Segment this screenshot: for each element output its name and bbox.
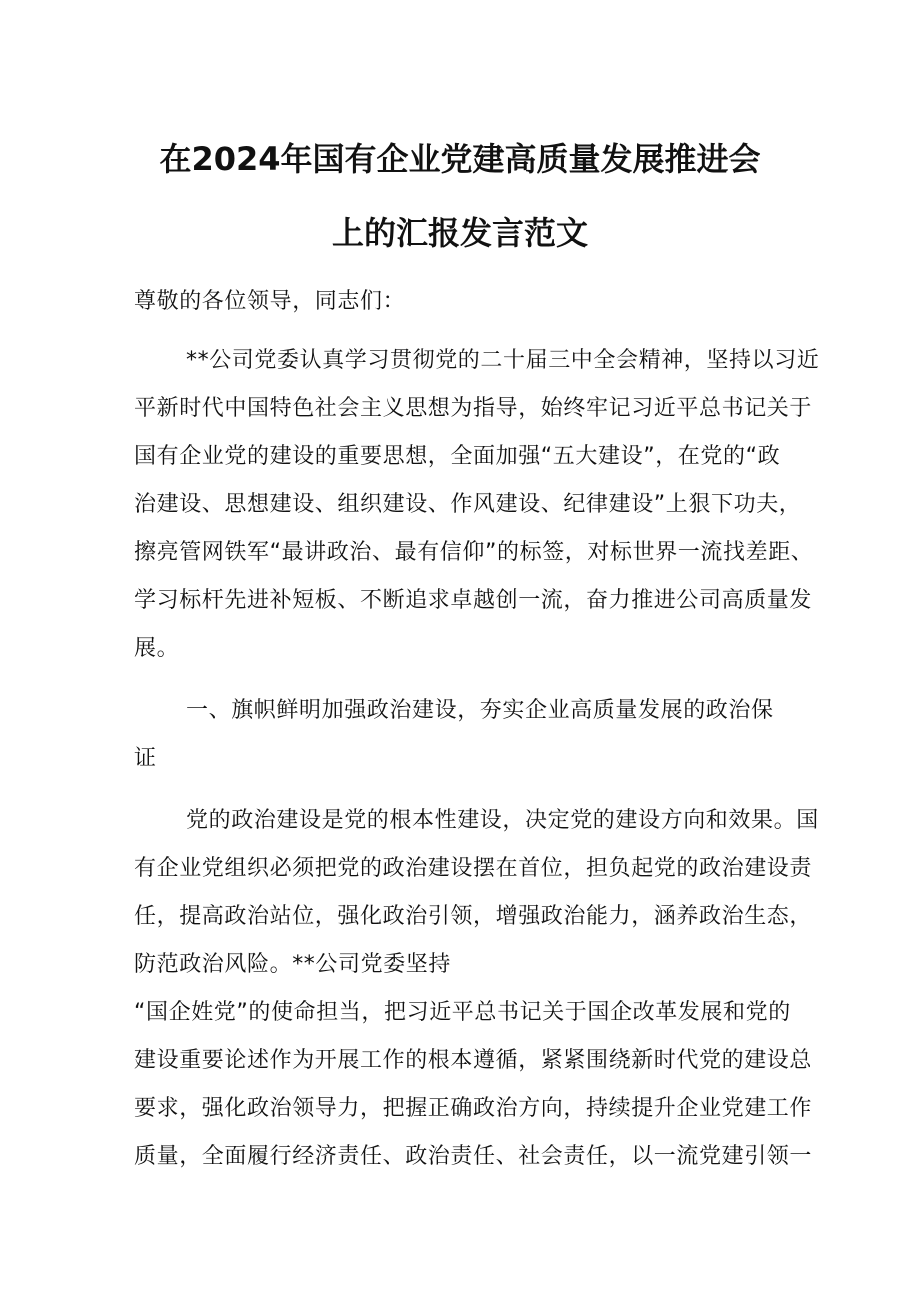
document-title-line-1: 在2024年国有企业党建高质量发展推进会 (159, 140, 761, 178)
body-line: “国企姓党”的使命担当，把习近平总书记关于国企改革发展和党的 (134, 1000, 791, 1025)
intro-line: **公司党委认真学习贯彻党的二十届三中全会精神，坚持以习近 (186, 348, 820, 373)
intro-line: 擦亮管网铁军“最讲政治、最有信仰”的标签，对标世界一流找差距、 (134, 540, 814, 565)
salutation: 尊敬的各位领导，同志们： (134, 289, 406, 314)
body-line: 任，提高政治站位，强化政治引领，增强政治能力，涵养政治生态， (134, 904, 813, 929)
body-line: 建设重要论述作为开展工作的根本遵循，紧紧围绕新时代党的建设总 (134, 1048, 813, 1073)
body-line: 党的政治建设是党的根本性建设，决定党的建设方向和效果。国 (186, 808, 819, 833)
body-line: 质量，全面履行经济责任、政治责任、社会责任，以一流党建引领一 (134, 1144, 813, 1169)
body-line: 有企业党组织必须把党的政治建设摆在首位，担负起党的政治建设责 (134, 856, 813, 881)
body-line: 要求，强化政治领导力，把握正确政治方向，持续提升企业党建工作 (134, 1096, 813, 1121)
section-heading-line: 证 (134, 746, 157, 771)
section-heading-line: 一、旗帜鲜明加强政治建设，夯实企业高质量发展的政治保 (186, 698, 774, 723)
intro-line: 国有企业党的建设的重要思想，全面加强“五大建设”，在党的“政 (134, 444, 781, 469)
intro-line: 学习标杆先进补短板、不断追求卓越创一流，奋力推进公司高质量发 (134, 588, 813, 613)
intro-line: 平新时代中国特色社会主义思想为指导，始终牢记习近平总书记关于 (134, 396, 813, 421)
document-title-line-2: 上的汇报发言范文 (331, 214, 588, 252)
body-line: 防范政治风险。**公司党委坚持 (134, 952, 452, 977)
intro-line: 治建设、思想建设、组织建设、作风建设、纪律建设”上狠下功夫， (134, 492, 802, 517)
intro-line: 展。 (134, 636, 180, 661)
